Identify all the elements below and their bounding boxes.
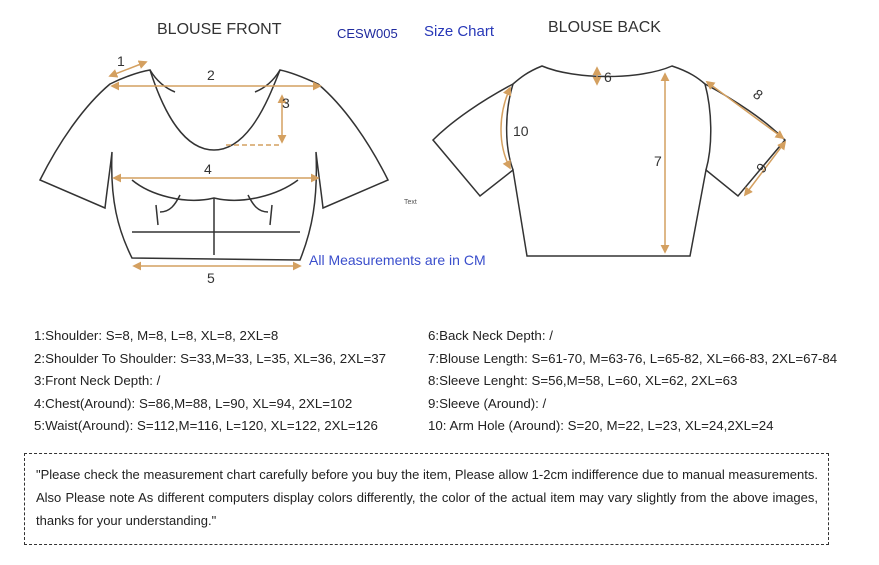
disclaimer-box: "Please check the measurement chart carefully before you buy the item, Please allow 1-2cm indifference due to manual measurements. Also Please note As different computers display colors differently, the color of the actual item may vary slightly from the above images, thanks for your understanding."	[24, 453, 829, 545]
product-code: CESW005	[337, 26, 398, 41]
label-2: 2	[207, 67, 215, 83]
measurements-right	[428, 325, 837, 438]
tiny-text: Text	[404, 199, 417, 206]
front-measure-lines	[110, 62, 320, 266]
measurement-item: 1:Shoulder: S=8, M=8, L=8, XL=8, 2XL=8	[34, 328, 279, 343]
back-blouse-outline	[433, 66, 785, 256]
front-blouse-outline	[40, 70, 388, 260]
measurement-item: 9:Sleeve (Around): /	[428, 395, 547, 411]
label-8: 8	[750, 85, 767, 104]
back-title: BLOUSE BACK	[548, 19, 661, 36]
label-6: 6	[604, 69, 612, 85]
measurements-left	[34, 325, 386, 438]
front-title: BLOUSE FRONT	[157, 21, 282, 38]
measurement-item: 10: Arm Hole (Around): S=20, M=22, L=23, XL=24,2XL=24	[428, 418, 774, 434]
label-4: 4	[204, 161, 212, 177]
measurement-item: 5:Waist(Around): S=112,M=116, L=120, XL=122, 2XL=126	[34, 418, 378, 434]
units-note: All Measurements are in CM	[309, 252, 486, 268]
measurement-item: 8:Sleeve Lenght: S=56,M=58, L=60, XL=62, 2XL=63	[428, 373, 738, 389]
measurement-item: 6:Back Neck Depth: /	[428, 328, 553, 343]
size-chart-title: Size Chart	[424, 23, 495, 40]
measurement-item: 2:Shoulder To Shoulder: S=33,M=33, L=35, XL=36, 2XL=37	[34, 350, 387, 366]
measurement-item: 4:Chest(Around): S=86,M=88, L=90, XL=94, 2XL=102	[34, 395, 353, 411]
label-1: 1	[117, 53, 125, 69]
measurement-item: 3:Front Neck Depth: /	[34, 373, 161, 389]
label-9: 9	[752, 159, 771, 176]
back-measure-lines	[501, 68, 785, 252]
measurement-item: 7:Blouse Length: S=61-70, M=63-76, L=65-82, XL=66-83, 2XL=67-84	[428, 350, 838, 366]
label-3: 3	[282, 95, 290, 111]
label-5: 5	[207, 270, 215, 286]
label-10: 10	[513, 123, 529, 139]
label-7: 7	[654, 153, 662, 169]
